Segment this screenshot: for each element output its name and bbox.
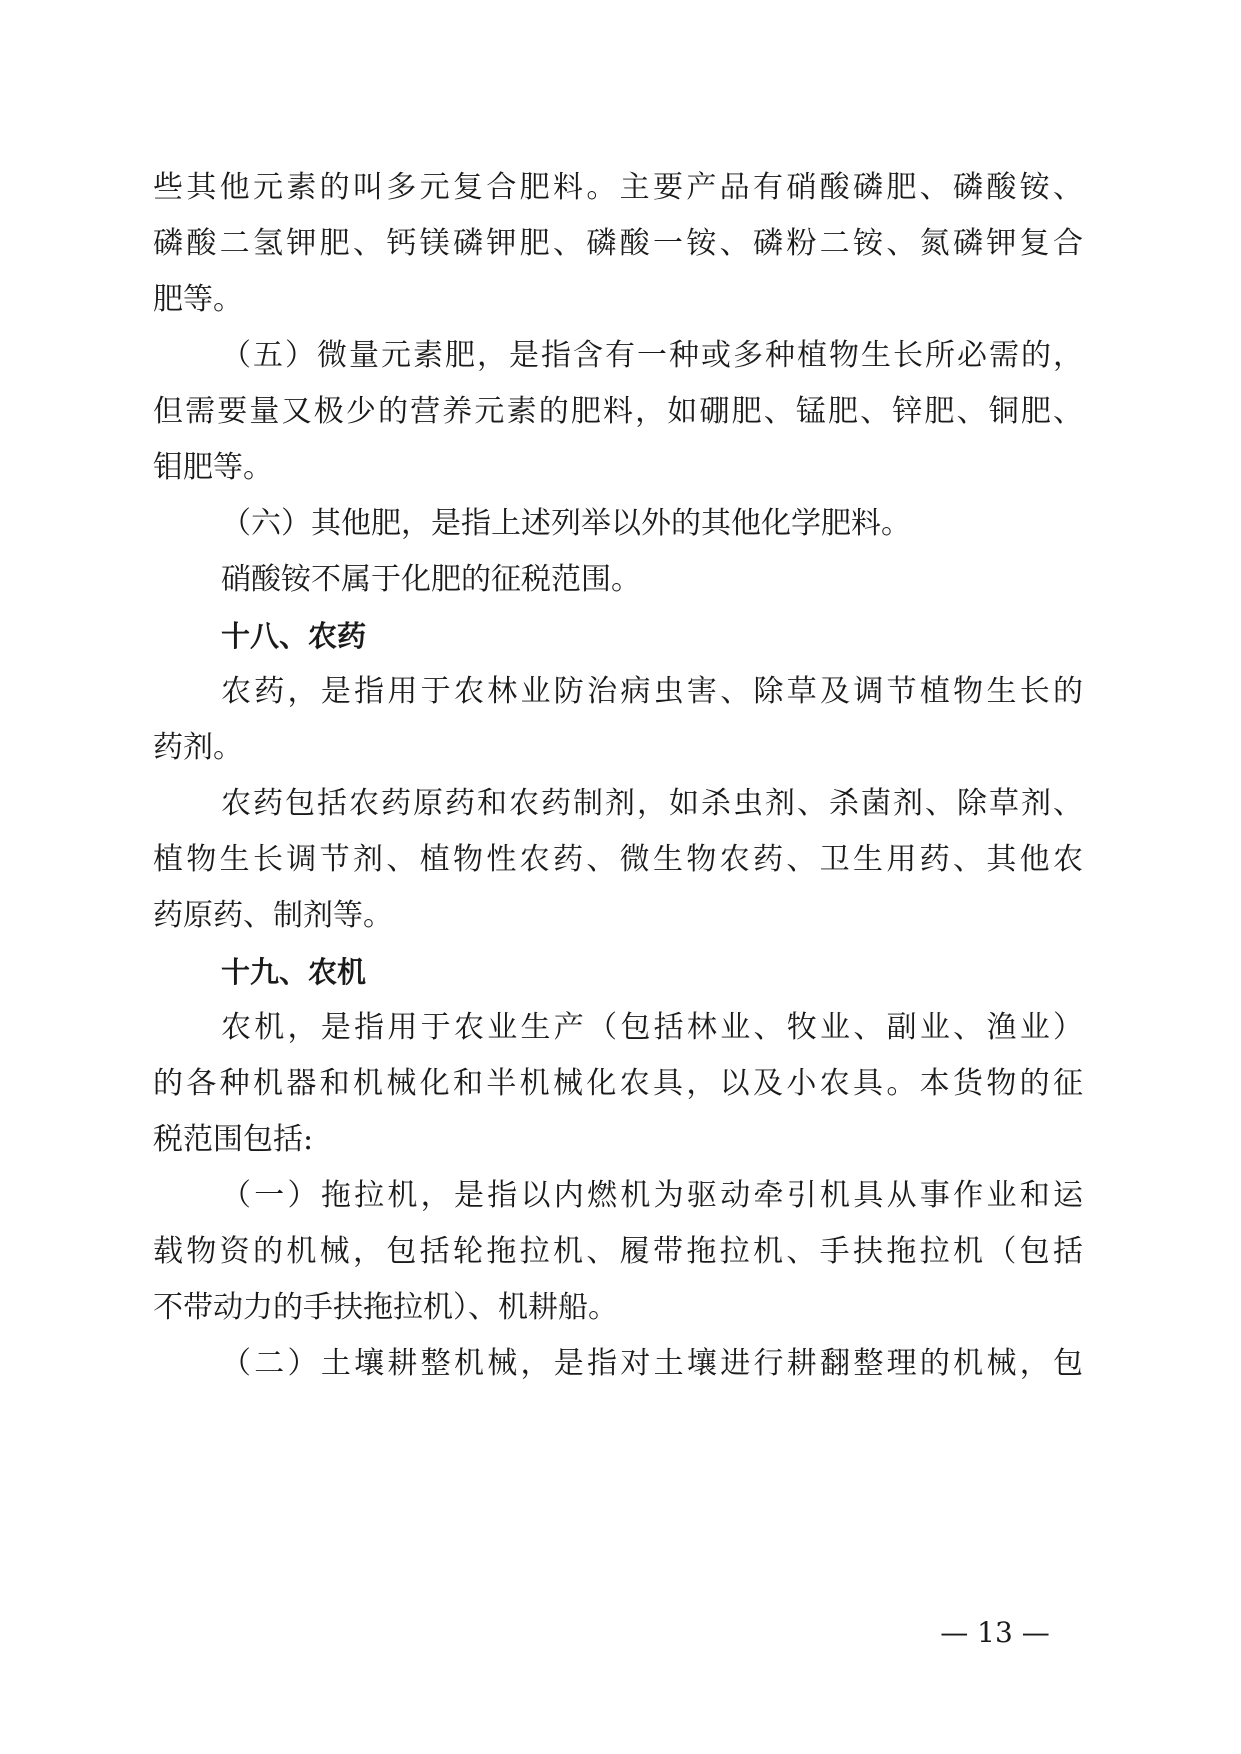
text-line: 些其他元素的叫多元复合肥料。主要产品有硝酸磷肥、磷酸铵、 (153, 170, 1083, 205)
page-number: — 13 — (940, 1616, 1050, 1649)
text-line: 药原药、制剂等。 (153, 898, 393, 933)
text-line: 不带动力的手扶拖拉机）、机耕船。 (153, 1290, 618, 1325)
paragraph-first-line: 农药包括农药原药和农药制剂，如杀虫剂、杀菌剂、除草剂、 (221, 786, 1083, 821)
text-line: 税范围包括: (153, 1122, 314, 1157)
text-line: 但需要量又极少的营养元素的肥料，如硼肥、锰肥、锌肥、铜肥、 (153, 394, 1083, 429)
paragraph-first-line: 硝酸铵不属于化肥的征税范围。 (221, 562, 641, 597)
text-line: 载物资的机械，包括轮拖拉机、履带拖拉机、手扶拖拉机（包括 (153, 1234, 1083, 1269)
text-line: 的各种机器和机械化和半机械化农具，以及小农具。本货物的征 (153, 1066, 1083, 1101)
text-line: 肥等。 (153, 282, 243, 317)
section-heading: 十八、农药 (221, 619, 367, 653)
section-heading: 十九、农机 (221, 955, 367, 989)
paragraph-first-line: 农机，是指用于农业生产（包括林业、牧业、副业、渔业） (221, 1010, 1083, 1045)
text-line: 磷酸二氢钾肥、钙镁磷钾肥、磷酸一铵、磷粉二铵、氮磷钾复合 (153, 226, 1083, 261)
paragraph-first-line: （二）土壤耕整机械，是指对土壤进行耕翻整理的机械，包 (221, 1346, 1083, 1381)
paragraph-first-line: （一）拖拉机，是指以内燃机为驱动牵引机具从事作业和运 (221, 1178, 1083, 1213)
paragraph-first-line: （六）其他肥，是指上述列举以外的其他化学肥料。 (221, 506, 911, 541)
text-line: 植物生长调节剂、植物性农药、微生物农药、卫生用药、其他农 (153, 842, 1083, 877)
paragraph-first-line: 农药，是指用于农林业防治病虫害、除草及调节植物生长的 (221, 674, 1083, 709)
text-line: 钼肥等。 (153, 450, 273, 485)
paragraph-first-line: （五）微量元素肥，是指含有一种或多种植物生长所必需的， (221, 338, 1083, 373)
text-line: 药剂。 (153, 730, 243, 765)
